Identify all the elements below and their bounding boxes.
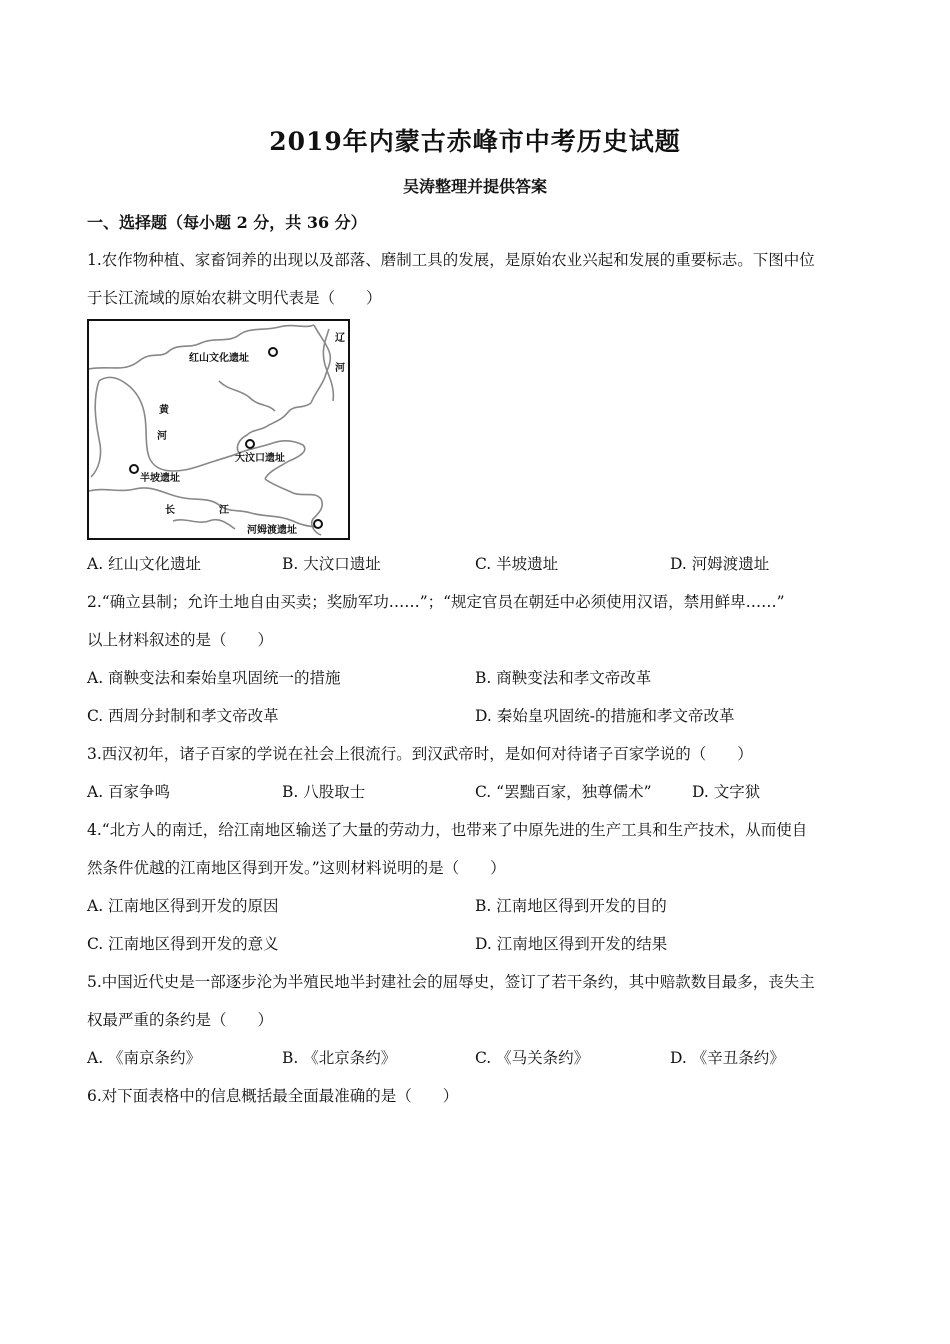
q3-option-b: B. 八股取士 bbox=[282, 783, 366, 801]
map-label-huang: 黄 bbox=[159, 405, 169, 416]
map-label-dawenkou: 大汶口遗址 bbox=[235, 453, 285, 464]
q1-option-c: C. 半坡遗址 bbox=[475, 555, 559, 573]
q5-text-line1: 5.中国近代史是一部逐步沦为半殖民地半封建社会的屈辱史，签订了若干条约，其中赔款数目最多，丧失主 bbox=[87, 973, 815, 991]
q3-option-d: D. 文字狱 bbox=[692, 783, 761, 801]
q6-text-line1: 6.对下面表格中的信息概括最全面最准确的是（ ） bbox=[87, 1087, 459, 1105]
q1-map bbox=[87, 319, 350, 540]
q1-option-b: B. 大汶口遗址 bbox=[282, 555, 381, 573]
map-label-hongshan: 红山文化遗址 bbox=[189, 353, 249, 364]
q4-option-d: D. 江南地区得到开发的结果 bbox=[475, 935, 668, 953]
map-drawing bbox=[89, 321, 348, 538]
hemudu-marker bbox=[314, 520, 322, 528]
q2-option-d: D. 秦始皇巩固统-的措施和孝文帝改革 bbox=[475, 707, 735, 725]
map-label-jiang: 江 bbox=[219, 505, 229, 516]
map-label-hemudu: 河姆渡遗址 bbox=[247, 525, 297, 536]
q4-option-a: A. 江南地区得到开发的原因 bbox=[87, 897, 279, 915]
page-subtitle: 吴涛整理并提供答案 bbox=[402, 177, 547, 196]
q2-option-b: B. 商鞅变法和孝文帝改革 bbox=[475, 669, 652, 687]
q2-option-c: C. 西周分封制和孝文帝改革 bbox=[87, 707, 279, 725]
q5-option-d: D. 《辛丑条约》 bbox=[670, 1049, 785, 1067]
q4-option-b: B. 江南地区得到开发的目的 bbox=[475, 897, 667, 915]
map-label-banpo: 半坡遗址 bbox=[140, 473, 180, 484]
map-label-liao: 辽 bbox=[335, 333, 345, 344]
q5-option-c: C. 《马关条约》 bbox=[475, 1049, 590, 1067]
q4-text-line2: 然条件优越的江南地区得到开发。”这则材料说明的是（ ） bbox=[87, 859, 506, 877]
banpo-marker bbox=[130, 465, 138, 473]
q1-option-a: A. 红山文化遗址 bbox=[87, 555, 202, 573]
q3-text-line1: 3.西汉初年，诸子百家的学说在社会上很流行。到汉武帝时，是如何对待诸子百家学说的（ ） bbox=[87, 745, 753, 763]
map-label-he1: 河 bbox=[157, 431, 167, 442]
map-label-he2: 河 bbox=[335, 363, 345, 374]
q4-option-c: C. 江南地区得到开发的意义 bbox=[87, 935, 279, 953]
q4-text-line1: 4.“北方人的南迁，给江南地区输送了大量的劳动力，也带来了中原先进的生产工具和生产技术，从而使自 bbox=[87, 821, 808, 839]
map-label-chang: 长 bbox=[165, 505, 175, 516]
hongshan-marker bbox=[269, 348, 277, 356]
section-heading: 一、选择题（每小题 2 分，共 36 分） bbox=[87, 213, 367, 232]
q3-option-c: C. “罢黜百家，独尊儒术” bbox=[475, 783, 652, 801]
q2-text-line2: 以上材料叙述的是（ ） bbox=[87, 631, 274, 649]
q5-option-a: A. 《南京条约》 bbox=[87, 1049, 202, 1067]
q1-text-line1: 1.农作物种植、家畜饲养的出现以及部落、磨制工具的发展，是原始农业兴起和发展的重要标志。下图中位 bbox=[87, 251, 815, 269]
q3-option-a: A. 百家争鸣 bbox=[87, 783, 171, 801]
q2-option-a: A. 商鞅变法和秦始皇巩固统一的措施 bbox=[87, 669, 341, 687]
page-title: 2019年内蒙古赤峰市中考历史试题 bbox=[269, 127, 681, 156]
q5-option-b: B. 《北京条约》 bbox=[282, 1049, 397, 1067]
q1-text-line2: 于长江流域的原始农耕文明代表是（ ） bbox=[87, 289, 382, 307]
q2-text-line1: 2.“确立县制；允许土地自由买卖；奖励军功……”；“规定官员在朝廷中必须使用汉语，禁用鲜卑……” bbox=[87, 593, 785, 611]
q1-option-d: D. 河姆渡遗址 bbox=[670, 555, 770, 573]
dawenkou-marker bbox=[246, 440, 254, 448]
q5-text-line2: 权最严重的条约是（ ） bbox=[87, 1011, 274, 1029]
